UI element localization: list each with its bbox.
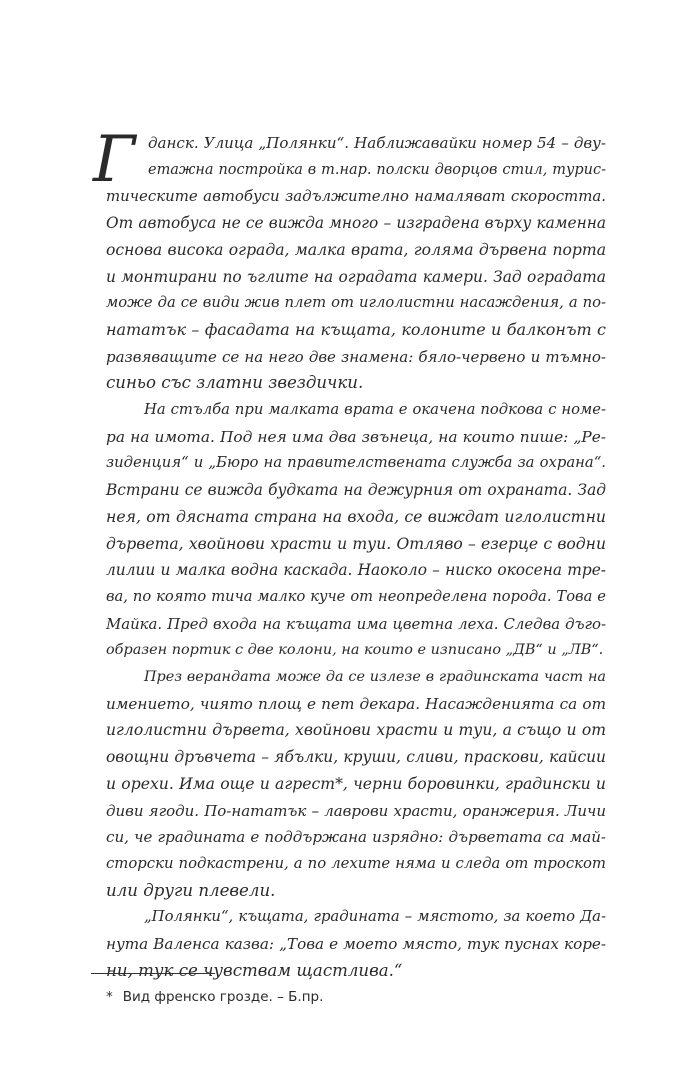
text-line: лилии и малка водна каскада. Наоколо – ниско окосена тре- <box>106 561 606 580</box>
text-line: дървета, хвойнови храсти и туи. Отляво – езерце с водни <box>106 534 606 553</box>
text-line: и орехи. Има още и агрест*, черни боровинки, градински и <box>106 773 606 793</box>
footnote-mark: * <box>106 989 113 1005</box>
text-line: сторски подкастрени, а по лехите няма и следа от троскот <box>106 854 606 872</box>
text-line: ра на имота. Под нея има два звънеца, на които пише: „Ре- <box>106 427 606 446</box>
text-line: данск. Улица „Полянки“. Наближавайки номер 54 – дву- <box>148 134 606 152</box>
text-line: диви ягоди. По-нататък – лаврови храсти, оранжерия. Личи <box>106 801 606 820</box>
text-line: си, че градината е поддържана изрядно: дърветата са май- <box>106 828 606 847</box>
text-line: нута Валенса казва: „Това е моето място, тук пуснах коре- <box>106 935 606 954</box>
text-line: През верандата може да се излезе в градинската част на <box>144 669 606 686</box>
paragraph-2 <box>106 397 606 664</box>
text-line: образен портик с две колони, на които е изписано „ДВ“ и „ЛВ“. <box>106 642 604 659</box>
text-line: основа висока ограда, малка врата, голяма дървена порта <box>106 240 606 259</box>
text-line: синьо със златни звездички. <box>106 373 364 393</box>
text-line: тическите автобуси задължително намаляват скоростта. <box>106 187 606 206</box>
text-line: нататък – фасадата на къщата, колоните и балконът с <box>106 319 606 339</box>
paragraph-3 <box>106 664 606 904</box>
footnote-divider <box>91 973 215 974</box>
text-line: зиденция“ и „Бюро на правителствената служба за охрана“. <box>106 454 606 472</box>
chapter-text <box>93 123 606 985</box>
footnote <box>106 988 323 1006</box>
text-line: нея, от дясната страна на входа, се виждат иглолистни <box>106 506 606 526</box>
text-line: и монтирани по ъглите на оградата камери. Зад оградата <box>106 267 606 286</box>
text-line: или други плевели. <box>106 880 276 900</box>
text-line: На стълба при малката врата е окачена подкова с номе- <box>144 401 606 419</box>
text-line: етажна постройка в т.нар. полски дворцов стил, турис- <box>148 161 606 178</box>
text-line: развяващите се на него две знамена: бяло-червено и тъмно- <box>106 347 606 366</box>
text-line: може да се види жив плет от иглолистни насаждения, а по- <box>106 294 606 312</box>
footnote-text: Вид френско грозде. – Б.пр. <box>122 989 324 1005</box>
text-line: овощни дръвчета – ябълки, круши, сливи, праскови, кайсии <box>106 748 606 767</box>
text-line: Майка. Пред входа на къщата има цветна леха. Следва дъго- <box>106 614 606 633</box>
paragraph-1 <box>93 123 606 397</box>
text-line: иглолистни дървета, хвойнови храсти и туи, а също и от <box>106 721 606 740</box>
text-line: Встрани се вижда будката на дежурния от охраната. Зад <box>106 481 606 500</box>
text-line: От автобуса не се вижда много – изградена върху каменна <box>106 214 606 233</box>
text-line: ни, тук се чувствам щастлива.“ <box>106 960 403 980</box>
drop-cap: Г <box>93 123 136 197</box>
text-line: ва, по която тича малко куче от неопределена порода. Това е <box>106 587 606 605</box>
text-line: „Полянки“, къщата, градината – мястото, за което Да- <box>144 908 606 926</box>
text-line: имението, чиято площ е пет декара. Насажденията са от <box>106 694 606 713</box>
